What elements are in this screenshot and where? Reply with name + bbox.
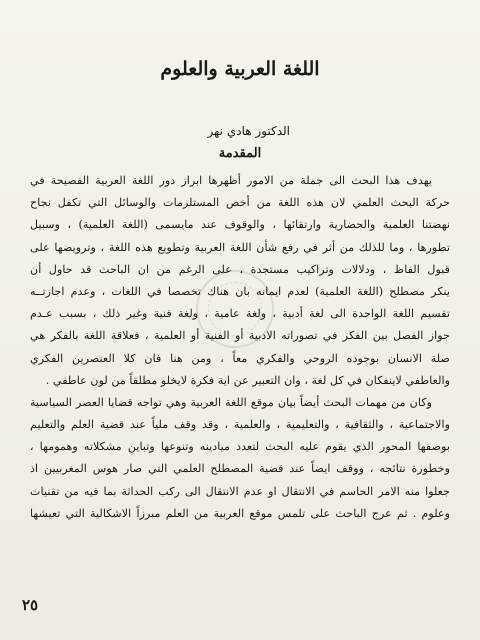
text-line: تطورها ، وما للذلك من أثر في رفع شأن اللغة العربية وتطويع هذه اللغة ، وترويضها على xyxy=(30,240,450,254)
text-line: قبول الفاظ ، ودلالات وتراكيب مستجدة ، على الرغم من ان الباحث قد حاول أن xyxy=(30,262,450,276)
text-line: حركة البحث العلمي لان هذه اللغة من أخص المستلزمات والوسائل التي تكفل نجاح xyxy=(30,196,450,210)
text-line: صلة الانسان بوجوده الروحي والفكري معاً ، ومن هنا فان كلا العنصرين الفكري xyxy=(30,351,450,365)
author-name: الدكتور هادي نهر xyxy=(207,124,290,138)
text-line: وخطورة نتائجه ، ووقف ايضاً عند قضية المصطلح العلمي التي صار هوس المغربيين اذ xyxy=(30,462,450,476)
text-line: نهضتنا العلمية والحضارية وارتقائها ، والوقوف عند مايسمى (اللغة العلمية) ، وسبيل xyxy=(30,218,450,232)
text-line: ينكر مصطلح (اللغة العلمية) لعدم ايمانه بان هناك تخصصا في اللغات ، وعدم اجازتــه xyxy=(30,284,450,298)
text-line: تقسيم اللغة الواحدة الى لغة أدبية ، ولغة عامية ، ولغة فنية وغير ذلك ، بسبب عـدم xyxy=(30,307,450,321)
text-line: والعاطفي لاينفكان في كل لغة ، وان التعبير عن اية فكرة لايخلو مطلقاً من لون عاطفي . xyxy=(45,373,450,387)
body-text xyxy=(30,170,450,525)
text-line: بوصفها المحور الذي يقوم عليه البحث لتعدد ميادينه وتنوعها وتباين مشكلاته وهمومها ، xyxy=(30,440,450,454)
text-line: وعلوم . ثم عرج الباحث على تلمس موقع العربية من العلم مبرزاً الاشكالية التي تعيشها xyxy=(30,506,450,520)
section-heading: المقدمة xyxy=(218,146,262,161)
text-line: جعلوا منه الامر الحاسم في الانتقال او عدم الانتقال الى ركب الحداثة بما فيه من تقنيات xyxy=(30,484,450,498)
text-line: يهدف هذا البحث الى جملة من الامور أظهرها ابراز دور اللغة العربية الفصيحة في xyxy=(30,174,432,187)
text-line: جواز الفصل بين الفكر في تصوراته الادبية أو الفنية أو العلمية ، فعلاقة اللغة بالفكر هي xyxy=(30,329,450,343)
text-line: وكان من مهمات البحث أيضاً بيان موقع اللغة العربية وهي تواجه قضايا العصر السياسية xyxy=(30,395,432,409)
page-number: ٢٥ xyxy=(22,596,39,614)
article-title: اللغة العربية والعلوم xyxy=(160,58,320,80)
text-line: والاجتماعية ، والثقافية ، والتعليمية ، والعلمية ، وقد وقف ملياً عند قضية العلم والتعليم xyxy=(30,418,450,432)
